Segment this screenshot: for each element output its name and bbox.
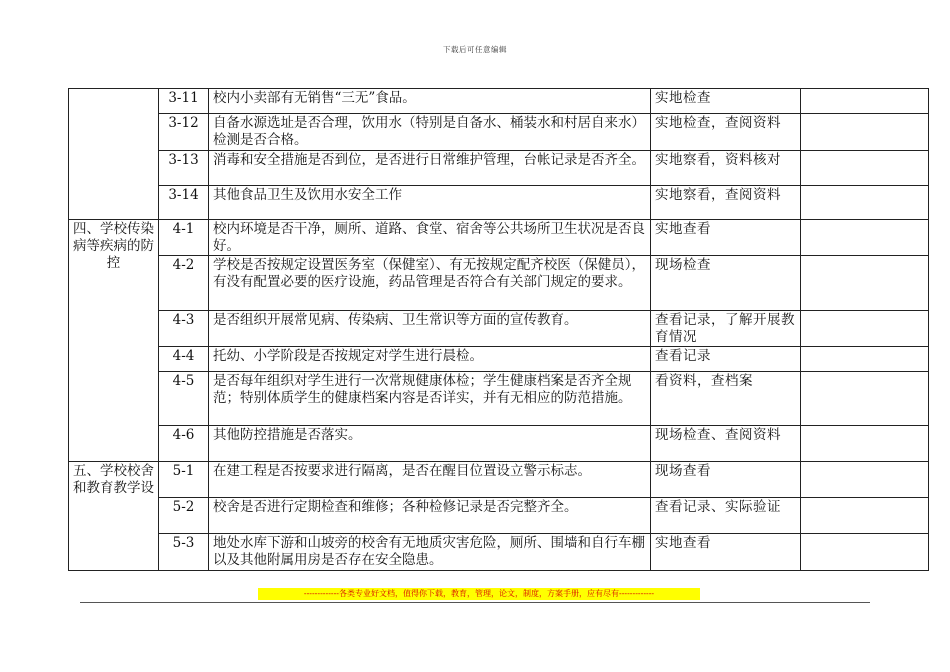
item-number: 4-6 bbox=[159, 426, 209, 462]
item-method: 实地察看，资料核对 bbox=[651, 151, 801, 186]
item-number: 3-11 bbox=[159, 89, 209, 114]
item-method: 实地查看 bbox=[651, 534, 801, 571]
item-number: 3-13 bbox=[159, 151, 209, 186]
item-result bbox=[801, 220, 929, 256]
item-number: 4-5 bbox=[159, 372, 209, 426]
item-result bbox=[801, 426, 929, 462]
item-content: 校内小卖部有无销售“三无”食品。 bbox=[209, 89, 651, 114]
table-row bbox=[69, 220, 929, 256]
category-cell-5: 五、学校校舍和教育教学设 bbox=[69, 462, 159, 571]
item-result bbox=[801, 311, 929, 347]
item-result bbox=[801, 256, 929, 311]
item-result bbox=[801, 114, 929, 151]
item-content: 托幼、小学阶段是否按规定对学生进行晨检。 bbox=[209, 347, 651, 372]
item-method: 现场检查、查阅资料 bbox=[651, 426, 801, 462]
item-content: 其他防控措施是否落实。 bbox=[209, 426, 651, 462]
item-result bbox=[801, 372, 929, 426]
item-content: 其他食品卫生及饮用水安全工作 bbox=[209, 186, 651, 220]
table-row bbox=[69, 311, 929, 347]
item-content: 地处水库下游和山坡旁的校舍有无地质灾害危险，厕所、围墙和自行车棚以及其他附属用房是否存在安全隐患。 bbox=[209, 534, 651, 571]
item-number: 4-1 bbox=[159, 220, 209, 256]
item-method: 现场检查 bbox=[651, 256, 801, 311]
table-row bbox=[69, 498, 929, 534]
item-content: 在建工程是否按要求进行隔离，是否在醒目位置设立警示标志。 bbox=[209, 462, 651, 498]
item-method: 查看记录、实际验证 bbox=[651, 498, 801, 534]
table-row bbox=[69, 186, 929, 220]
item-number: 3-14 bbox=[159, 186, 209, 220]
item-method: 实地检查，查阅资料 bbox=[651, 114, 801, 151]
item-number: 4-4 bbox=[159, 347, 209, 372]
item-number: 5-1 bbox=[159, 462, 209, 498]
item-number: 4-2 bbox=[159, 256, 209, 311]
footer-banner: -------------各类专业好文档，值得你下载，教育，管理，论文，制度，方案手册，应有尽有------------- bbox=[258, 588, 700, 600]
item-result bbox=[801, 89, 929, 114]
header-note: 下载后可任意编辑 bbox=[443, 45, 507, 54]
item-result bbox=[801, 498, 929, 534]
item-result bbox=[801, 151, 929, 186]
item-number: 5-2 bbox=[159, 498, 209, 534]
item-method: 实地查看 bbox=[651, 220, 801, 256]
table-row bbox=[69, 426, 929, 462]
item-method: 实地察看，查阅资料 bbox=[651, 186, 801, 220]
item-number: 3-12 bbox=[159, 114, 209, 151]
item-content: 校舍是否进行定期检查和维修；各种检修记录是否完整齐全。 bbox=[209, 498, 651, 534]
item-result bbox=[801, 186, 929, 220]
item-result bbox=[801, 347, 929, 372]
item-result bbox=[801, 462, 929, 498]
item-content: 学校是否按规定设置医务室（保健室）、有无按规定配齐校医（保健员），有没有配置必要的医疗设施，药品管理是否符合有关部门规定的要求。 bbox=[209, 256, 651, 311]
inspection-table-main bbox=[68, 88, 929, 571]
item-method: 查看记录，了解开展教育情况 bbox=[651, 311, 801, 347]
item-method: 查看记录 bbox=[651, 347, 801, 372]
item-method: 现场查看 bbox=[651, 462, 801, 498]
table-row bbox=[69, 256, 929, 311]
item-result bbox=[801, 534, 929, 571]
table-row bbox=[69, 462, 929, 498]
item-content: 校内环境是否干净，厕所、道路、食堂、宿舍等公共场所卫生状况是否良好。 bbox=[209, 220, 651, 256]
footer-divider bbox=[80, 602, 870, 603]
item-content: 是否每年组织对学生进行一次常规健康体检；学生健康档案是否齐全规范；特别体质学生的健康档案内容是否详实，并有无相应的防范措施。 bbox=[209, 372, 651, 426]
table-row bbox=[69, 151, 929, 186]
table-row bbox=[69, 114, 929, 151]
table-row bbox=[69, 372, 929, 426]
item-number: 5-3 bbox=[159, 534, 209, 571]
item-content: 消毒和安全措施是否到位，是否进行日常维护管理，台帐记录是否齐全。 bbox=[209, 151, 651, 186]
table-row bbox=[69, 534, 929, 571]
table-row bbox=[69, 347, 929, 372]
item-content: 自备水源选址是否合理，饮用水（特别是自备水、桶装水和村居自来水）检测是否合格。 bbox=[209, 114, 651, 151]
item-method: 看资料，查档案 bbox=[651, 372, 801, 426]
item-method: 实地检查 bbox=[651, 89, 801, 114]
table-row bbox=[69, 89, 929, 114]
item-number: 4-3 bbox=[159, 311, 209, 347]
category-cell-4: 四、学校传染病等疾病的防控 bbox=[69, 220, 159, 462]
item-content: 是否组织开展常见病、传染病、卫生常识等方面的宣传教育。 bbox=[209, 311, 651, 347]
category-cell-3 bbox=[69, 89, 159, 220]
